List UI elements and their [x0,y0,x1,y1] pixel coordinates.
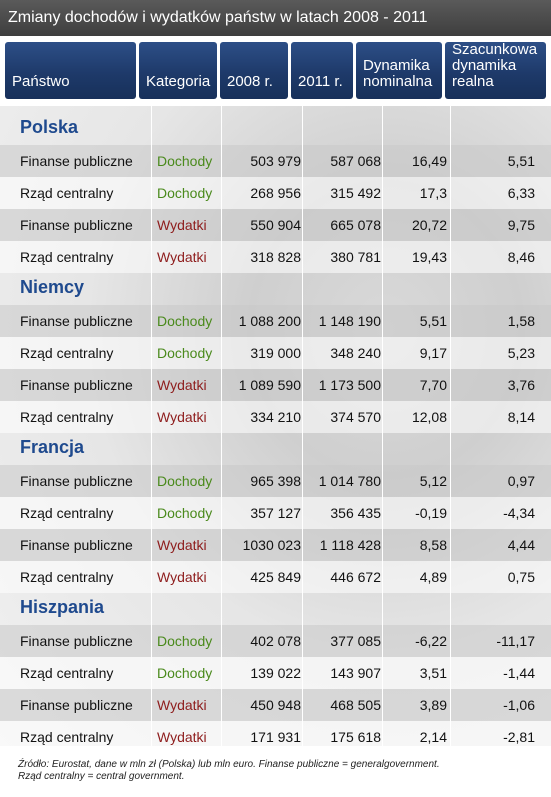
source-note [18,759,538,783]
row-value-2011: 1 148 190 [318,313,381,329]
row-value-2011: 1 173 500 [318,377,381,393]
row-category: Wydatki [157,569,207,585]
table-row [0,625,551,657]
row-name: Finanse publiczne [20,473,133,489]
row-value-2011: 356 435 [330,505,381,521]
table-row [0,337,551,369]
header-category [139,42,217,99]
header-category-label: Kategoria [146,73,211,90]
table-row [0,561,551,593]
row-value-2011: 315 492 [330,185,381,201]
row-nominal-growth: 5,51 [419,313,447,329]
row-nominal-growth: 4,89 [419,569,447,585]
row-nominal-growth: 19,43 [411,249,447,265]
source-note-line2: Rząd centralny = central government. [18,771,185,782]
row-category: Wydatki [157,697,207,713]
table-row [0,657,551,689]
row-name: Finanse publiczne [20,313,133,329]
source-note-line1: Źródło: Eurostat, dane w mln zł (Polska) lub mln euro. Finanse publiczne = generalgovernment. [18,759,440,770]
row-real-growth: 9,75 [507,217,535,233]
header-2008-label: 2008 r. [227,73,273,90]
header-nominal-line1: Dynamika [363,57,430,74]
row-value-2008: 425 849 [250,569,301,585]
row-name: Rząd centralny [20,665,114,681]
row-real-growth: 8,14 [507,409,535,425]
row-category: Dochody [157,185,213,201]
header-nominal-line2: nominalna [363,73,433,90]
column-divider [302,106,303,746]
row-value-2008: 550 904 [250,217,301,233]
row-value-2008: 171 931 [250,729,301,745]
row-nominal-growth: 17,3 [419,185,447,201]
column-divider [221,106,222,746]
row-real-growth: 8,46 [507,249,535,265]
row-category: Dochody [157,313,213,329]
row-real-growth: -11,17 [496,633,535,649]
table-row [0,209,551,241]
row-value-2008: 357 127 [250,505,301,521]
row-real-growth: 1,58 [507,313,535,329]
row-value-2008: 318 828 [250,249,301,265]
row-value-2008: 268 956 [250,185,301,201]
row-category: Wydatki [157,217,207,233]
row-value-2011: 377 085 [330,633,381,649]
table-row [0,401,551,433]
table-header [0,42,551,99]
header-nominal [356,42,442,99]
row-value-2011: 1 014 780 [318,473,381,489]
row-name: Rząd centralny [20,729,114,745]
row-category: Dochody [157,633,213,649]
row-category: Dochody [157,665,213,681]
row-name: Finanse publiczne [20,633,133,649]
row-name: Finanse publiczne [20,153,133,169]
row-name: Finanse publiczne [20,217,133,233]
section-label-polska: Polska [20,117,79,137]
row-value-2011: 348 240 [330,345,381,361]
row-real-growth: 3,76 [507,377,535,393]
header-2011-label: 2011 r. [298,73,343,90]
header-real-line1: Szacunkowa [452,41,538,58]
header-country-label: Państwo [12,73,70,90]
row-nominal-growth: 8,58 [419,537,447,553]
column-divider [151,106,152,746]
row-value-2011: 1 118 428 [319,537,381,553]
table-row [0,721,551,753]
row-name: Rząd centralny [20,505,114,521]
section-label-niemcy: Niemcy [20,277,85,297]
row-name: Rząd centralny [20,185,114,201]
row-nominal-growth: 16,49 [411,153,447,169]
row-value-2011: 446 672 [330,569,381,585]
row-name: Finanse publiczne [20,377,133,393]
row-category: Dochody [157,153,213,169]
row-value-2011: 587 068 [330,153,381,169]
row-name: Finanse publiczne [20,537,133,553]
row-real-growth: -2,81 [503,729,535,745]
section-label-francja: Francja [20,437,85,457]
row-category: Wydatki [157,729,207,745]
row-category: Dochody [157,473,213,489]
header-2011 [291,42,353,99]
row-real-growth: 0,75 [507,569,535,585]
column-divider [382,106,383,746]
row-real-growth: 5,51 [507,153,535,169]
row-real-growth: -1,44 [503,665,535,681]
header-country [5,42,136,99]
row-value-2008: 139 022 [250,665,301,681]
row-category: Wydatki [157,377,207,393]
header-real-line2: dynamika [452,57,517,74]
row-nominal-growth: 3,89 [419,697,447,713]
row-value-2008: 1 088 200 [238,313,301,329]
row-nominal-growth: 2,14 [419,729,447,745]
row-category: Wydatki [157,249,207,265]
row-nominal-growth: 7,70 [419,377,447,393]
row-real-growth: 0,97 [507,473,535,489]
row-nominal-growth: -6,22 [415,633,447,649]
row-value-2008: 965 398 [250,473,301,489]
row-category: Dochody [157,345,213,361]
table-row [0,689,551,721]
row-category: Wydatki [157,409,207,425]
row-name: Finanse publiczne [20,697,133,713]
row-nominal-growth: 9,17 [419,345,447,361]
row-real-growth: -4,34 [503,505,535,521]
row-value-2011: 175 618 [330,729,381,745]
row-category: Wydatki [157,537,207,553]
row-nominal-growth: 12,08 [411,409,447,425]
row-value-2008: 1 089 590 [238,377,301,393]
table-row [0,465,551,497]
row-real-growth: 6,33 [507,185,535,201]
column-divider [450,106,451,746]
table-row [0,177,551,209]
row-name: Rząd centralny [20,249,114,265]
row-name: Rząd centralny [20,409,114,425]
row-real-growth: -1,06 [503,697,535,713]
row-nominal-growth: -0,19 [415,505,447,521]
row-nominal-growth: 5,12 [419,473,447,489]
row-value-2008: 1030 023 [242,537,301,553]
row-value-2008: 503 979 [250,153,301,169]
row-value-2011: 380 781 [330,249,381,265]
row-value-2008: 319 000 [250,345,301,361]
row-value-2011: 374 570 [330,409,381,425]
row-value-2011: 143 907 [330,665,381,681]
row-name: Rząd centralny [20,569,114,585]
row-value-2011: 665 078 [330,217,381,233]
header-real-line3: realna [452,73,494,90]
row-name: Rząd centralny [20,345,114,361]
row-real-growth: 4,44 [507,537,535,553]
header-2008 [220,42,288,99]
row-value-2008: 402 078 [250,633,301,649]
table-row [0,305,551,337]
row-nominal-growth: 20,72 [411,217,447,233]
table-row [0,529,551,561]
table-row [0,497,551,529]
row-value-2008: 450 948 [250,697,301,713]
row-real-growth: 5,23 [507,345,535,361]
row-nominal-growth: 3,51 [419,665,447,681]
row-value-2011: 468 505 [330,697,381,713]
row-category: Dochody [157,505,213,521]
row-value-2008: 334 210 [250,409,301,425]
section-label-hiszpania: Hiszpania [20,597,105,617]
header-real [445,42,546,99]
table-row [0,241,551,273]
table-row [0,145,551,177]
page-title: Zmiany dochodów i wydatków państw w latach 2008 - 2011 [0,0,551,36]
table-row [0,369,551,401]
